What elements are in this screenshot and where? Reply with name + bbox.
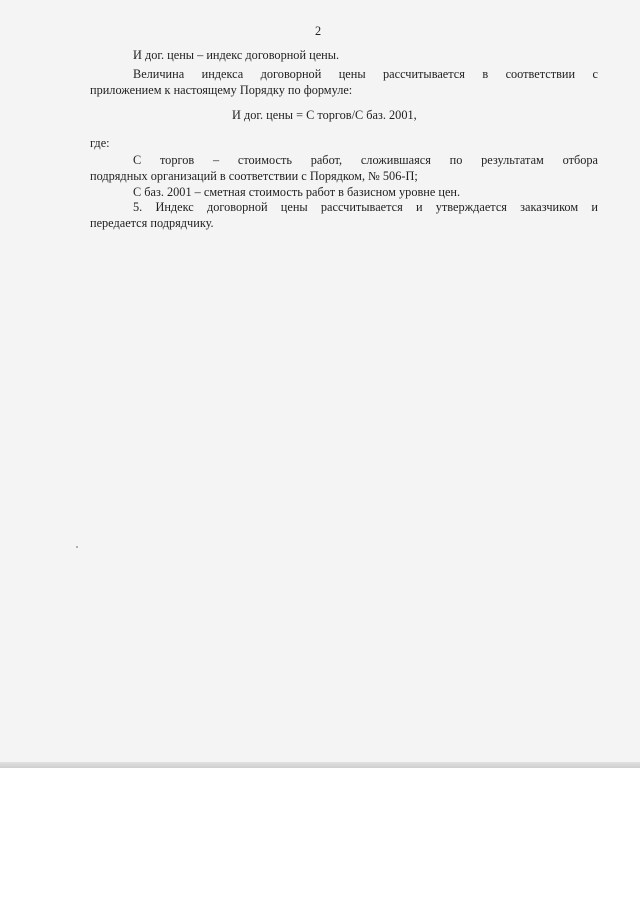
word: работ,	[310, 153, 343, 167]
word: договорной	[260, 67, 322, 81]
paragraph-item5-line2: передается подрядчику.	[90, 216, 214, 230]
word: рассчитывается	[320, 200, 403, 214]
page-number: 2	[315, 24, 322, 38]
word: торгов	[159, 153, 195, 167]
paragraph-tender-cost-line1	[133, 152, 598, 168]
word: по	[449, 153, 463, 167]
word: договорной	[206, 200, 268, 214]
word: заказчиком	[520, 200, 579, 214]
word: сложившаяся	[360, 153, 431, 167]
paragraph-definition-index: И дог. цены – индекс договорной цены.	[133, 48, 340, 62]
word: стоимость	[237, 153, 292, 167]
scan-speck	[76, 546, 78, 548]
word: соответствии	[505, 67, 576, 81]
word: Индекс	[155, 200, 194, 214]
word: рассчитывается	[383, 67, 465, 81]
word: отбора	[562, 153, 598, 167]
word: С	[133, 153, 142, 167]
paragraph-item5-line1	[133, 199, 598, 215]
word: в	[482, 67, 489, 81]
paragraph-index-calculation-line1	[133, 66, 598, 82]
word: с	[592, 67, 598, 81]
paragraph-tender-cost-line2: подрядных организаций в соответствии с Порядком, № 506-П;	[90, 169, 418, 183]
word: Величина	[133, 67, 185, 81]
where-label: где:	[90, 136, 110, 150]
paragraph-base-cost: С баз. 2001 – сметная стоимость работ в базисном уровне цен.	[133, 185, 461, 199]
word: утверждается	[435, 200, 507, 214]
word: и	[591, 200, 598, 214]
word: и	[415, 200, 423, 214]
word: индекса	[201, 67, 244, 81]
word: цены	[338, 67, 366, 81]
word: цены	[280, 200, 308, 214]
word: результатам	[481, 153, 544, 167]
word: 5.	[133, 200, 143, 214]
formula: И дог. цены = С торгов/С баз. 2001,	[232, 108, 417, 122]
paragraph-index-calculation-line2: приложением к настоящему Порядку по формуле:	[90, 83, 353, 97]
blank-area	[0, 768, 640, 905]
word: –	[212, 153, 220, 167]
